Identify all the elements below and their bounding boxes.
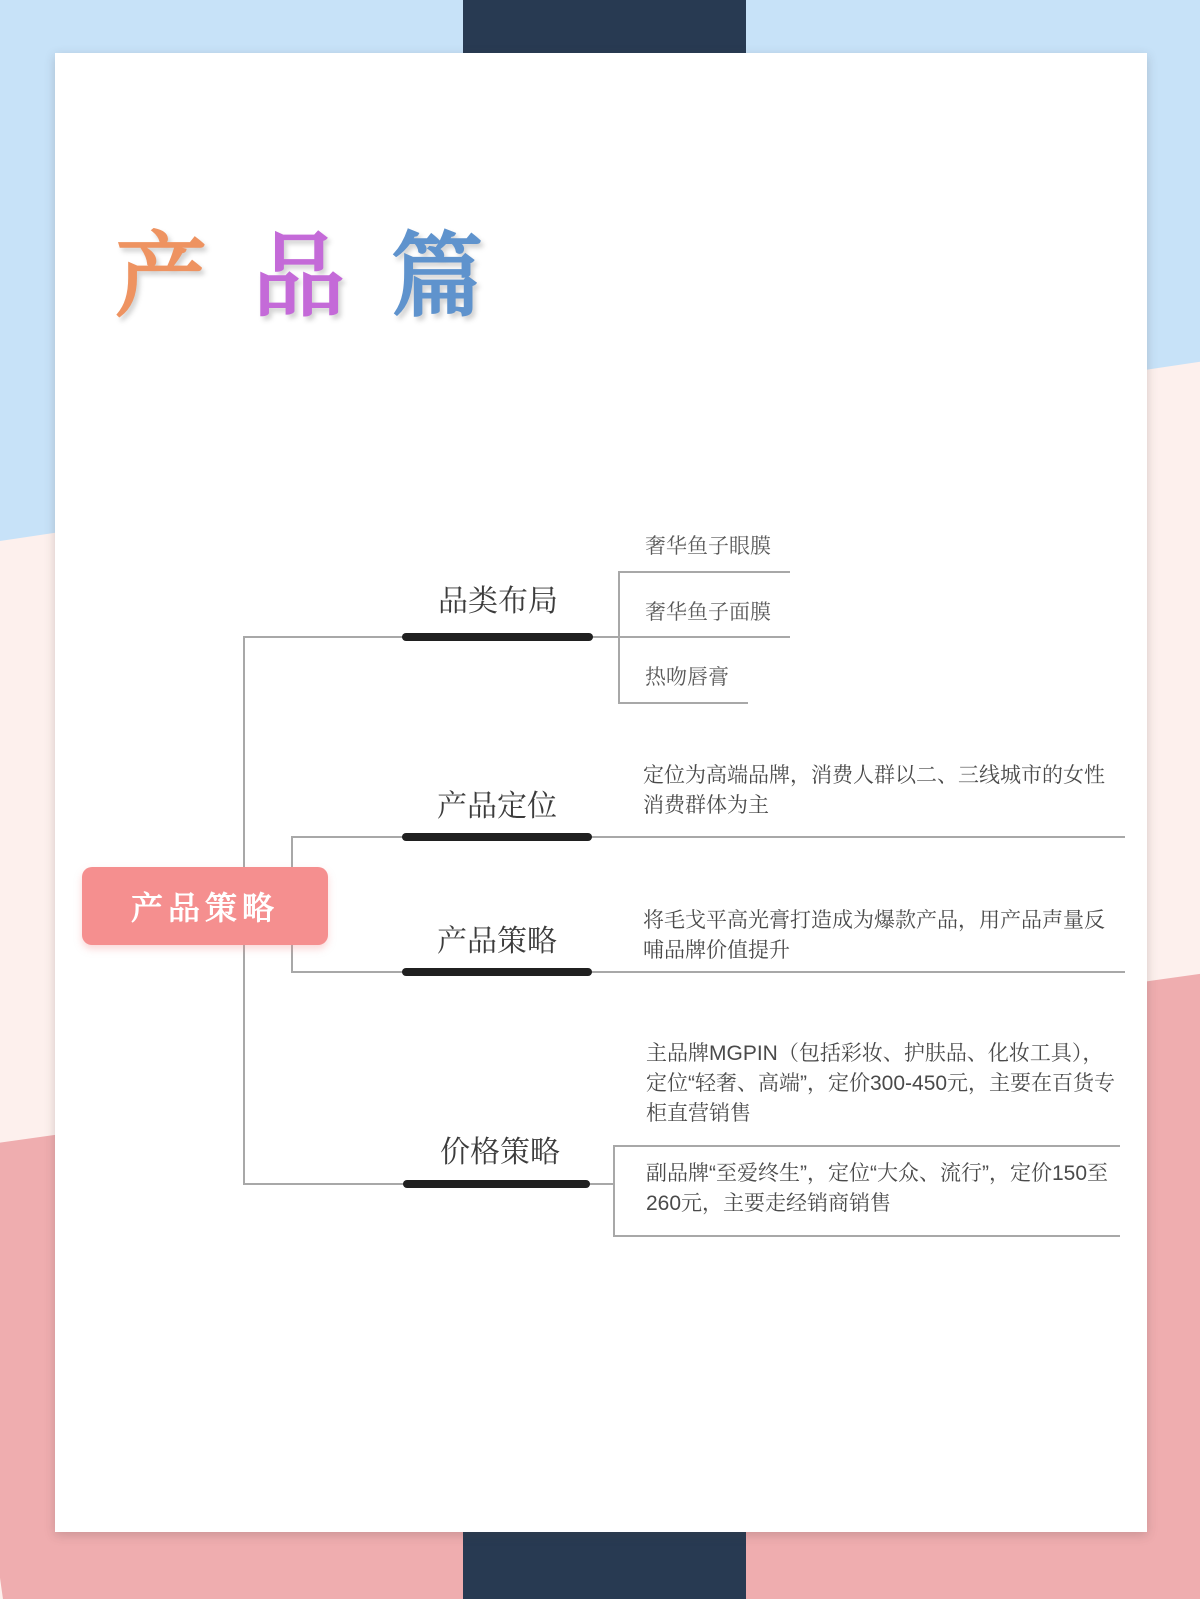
connector-child1-1 — [618, 571, 790, 573]
title-char-3: 篇 — [391, 226, 530, 328]
child-caviar-face-mask: 奢华鱼子面膜 — [645, 601, 771, 624]
child-sub-brand-pricing: 副品牌“至爱终生”，定位“大众、流行”，定价150至260元，主要走经销商销售 — [646, 1162, 1109, 1215]
branch-label-price-strategy: 价格策略 — [440, 1136, 560, 1169]
document-page — [55, 53, 1147, 1532]
branch3-underline — [402, 968, 592, 976]
child-hot-kiss-lipstick: 热吻唇膏 — [645, 666, 729, 689]
branch-label-product-positioning: 产品定位 — [437, 790, 557, 823]
top-navy-tape — [463, 0, 746, 56]
root-node-label: 产品策略 — [130, 890, 279, 926]
branch4-children-bracket — [613, 1145, 615, 1237]
connector-child4-1 — [613, 1145, 1120, 1147]
branch2-underline — [402, 833, 592, 841]
branch-label-category-layout: 品类布局 — [438, 585, 558, 618]
mindmap-root-node — [82, 867, 328, 945]
title-char-2: 品 — [253, 226, 392, 328]
page-title — [115, 203, 529, 335]
branch4-underline — [403, 1180, 590, 1188]
branch1-underline — [402, 633, 593, 641]
connector-child1-3 — [618, 702, 748, 704]
child-caviar-eye-mask: 奢华鱼子眼膜 — [645, 535, 771, 558]
bottom-navy-tape — [463, 1531, 746, 1599]
connector-child4-2 — [613, 1235, 1120, 1237]
child-main-brand-pricing: 主品牌MGPIN（包括彩妆、护肤品、化妆工具），定位“轻奢、高端”，定价300-450元，主要在百货专柜直营销售 — [646, 1042, 1116, 1125]
title-char-1: 产 — [115, 226, 254, 328]
branch1-children-bracket — [618, 571, 620, 704]
desc-product-positioning: 定位为高端品牌，消费人群以二、三线城市的女性消费群体为主 — [643, 764, 1105, 817]
desc-product-strategy: 将毛戈平高光膏打造成为爆款产品，用产品声量反哺品牌价值提升 — [643, 909, 1105, 962]
branch-label-product-strategy: 产品策略 — [437, 925, 557, 958]
